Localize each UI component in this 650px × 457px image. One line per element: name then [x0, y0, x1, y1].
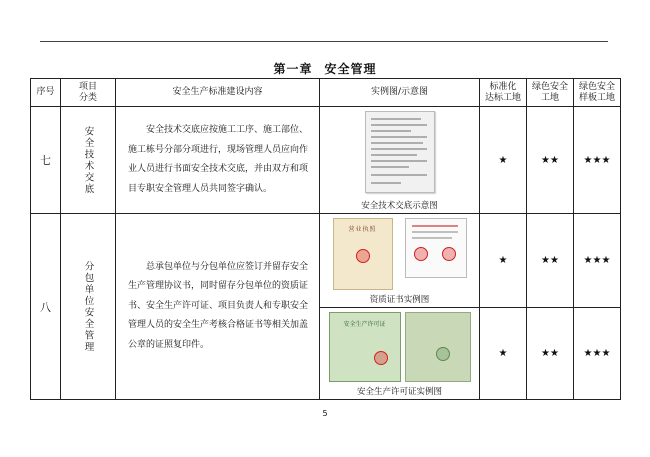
standards-table: [30, 78, 621, 400]
table-row: [31, 107, 621, 214]
row-content: 总承包单位与分包单位应签订并留存安全生产管理协议书，同时留存分包单位的资质证书、安全生产许可证、项目负责人和专职安全管理人员的安全生产考核合格证书等相关加盖公章的证照复印件。: [116, 214, 320, 400]
qualification-certificate-image: [405, 218, 467, 278]
header-standard: 标准化 达标工地: [480, 79, 527, 107]
chapter-name: 安全管理: [324, 62, 377, 76]
stars-model: ★★★: [574, 308, 621, 400]
row-content: 安全技术交底应按施工工序、施工部位、施工栋号分部分项进行，现场管理人员应向作业人员进行书面安全技术交底，并由双方和项目专职安全管理人员共同签字确认。: [116, 107, 320, 214]
example-cell: [320, 214, 480, 308]
stars-standard: ★: [480, 214, 527, 308]
header-category: 项目 分类: [61, 79, 116, 107]
example-cell: [320, 107, 480, 214]
chapter-title: [0, 60, 650, 77]
example-caption: 安全生产许可证实例图: [356, 387, 442, 397]
business-license-image: 营业执照: [333, 218, 393, 290]
table-row: [31, 214, 621, 308]
row-category: 分包单位安全管理: [61, 214, 116, 400]
example-caption: 资质证书实例图: [369, 295, 430, 305]
header-example: 实例图/示意图: [320, 79, 480, 107]
stars-green: ★★: [527, 214, 574, 308]
header-rule: [40, 41, 608, 42]
row-seq: 七: [31, 107, 61, 214]
stars-standard: ★: [480, 308, 527, 400]
header-green: 绿色安全 工地: [527, 79, 574, 107]
stars-green: ★★: [527, 308, 574, 400]
page-number: 5: [322, 409, 328, 418]
stars-model: ★★★: [574, 107, 621, 214]
table-header-row: [31, 79, 621, 107]
disclosure-document-image: [365, 111, 435, 193]
example-cell: [320, 308, 480, 400]
stars-model: ★★★: [574, 214, 621, 308]
example-caption: 安全技术交底示意图: [361, 201, 438, 211]
header-content: 安全生产标准建设内容: [116, 79, 320, 107]
safety-permit-image: 安全生产许可证: [329, 312, 401, 382]
safety-permit-copy-image: [405, 312, 471, 382]
chapter-number: 第一章: [273, 62, 313, 76]
header-seq: 序号: [31, 79, 61, 107]
header-model: 绿色安全 样板工地: [574, 79, 621, 107]
stars-green: ★★: [527, 107, 574, 214]
row-seq: 八: [31, 214, 61, 400]
row-category: 安全技术交底: [61, 107, 116, 214]
stars-standard: ★: [480, 107, 527, 214]
